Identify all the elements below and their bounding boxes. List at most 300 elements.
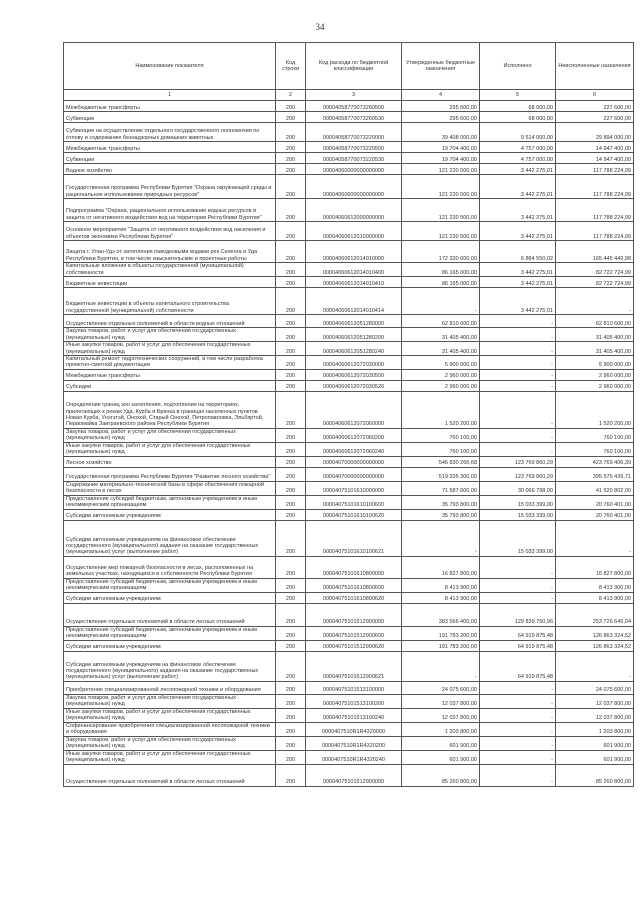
cell-budget-code: 00004075101610100600 <box>306 495 402 509</box>
cell-line-code: 200 <box>276 391 306 428</box>
cell-indicator-name: Субсидии автономным учреждениям <box>64 509 276 520</box>
cell-line-code: 200 <box>276 681 306 694</box>
cell-executed: - <box>480 556 556 578</box>
cell-executed: - <box>480 391 556 428</box>
cell-indicator-name: Субсидии <box>64 380 276 391</box>
cell-executed: - <box>480 736 556 750</box>
cell-line-code: 200 <box>276 101 306 112</box>
cell-approved: 760 100,00 <box>402 442 480 456</box>
header-executed: Исполнено <box>480 43 556 90</box>
cell-indicator-name: Закупка товаров, работ и услуг для обеспечения государственных (муниципальных) нужд <box>64 694 276 708</box>
table-row <box>64 428 634 442</box>
cell-indicator-name: Субсидии автономным учреждениям <box>64 640 276 651</box>
cell-approved: 519 335 300,00 <box>402 467 480 481</box>
cell-executed: - <box>480 428 556 442</box>
budget-execution-table <box>63 42 634 787</box>
cell-executed: - <box>480 342 556 356</box>
cell-executed: - <box>480 681 556 694</box>
cell-approved: 383 566 400,00 <box>402 603 480 626</box>
cell-line-code: 200 <box>276 640 306 651</box>
cell-line-code: 200 <box>276 142 306 153</box>
cell-approved: - <box>402 520 480 556</box>
cell-indicator-name: Осуществление отдельных полномочий в области водных отношений <box>64 315 276 328</box>
table-row <box>64 142 634 153</box>
cell-indicator-name: Закупка товаров, работ и услуг для обеспечения государственных (муниципальных) нужд <box>64 428 276 442</box>
cell-budget-code: 00004060612072060000 <box>306 391 402 428</box>
cell-line-code: 200 <box>276 263 306 277</box>
cell-line-code: 200 <box>276 277 306 288</box>
table-row <box>64 764 634 786</box>
cell-indicator-name: Осуществление отдельных полномочий в области лесных отношений <box>64 764 276 786</box>
cell-unexecuted: 126 863 324,52 <box>556 626 634 640</box>
table-row <box>64 342 634 356</box>
cell-unexecuted: 24 075 600,00 <box>556 681 634 694</box>
cell-approved: 1 520 200,00 <box>402 391 480 428</box>
cell-executed: 30 066 798,00 <box>480 481 556 495</box>
cell-budget-code: 00004070000000000000 <box>306 456 402 467</box>
column-number: 6 <box>556 90 634 101</box>
cell-budget-code: 00004075101512900600 <box>306 626 402 640</box>
cell-budget-code: 00004060612014010414 <box>306 288 402 315</box>
cell-executed: - <box>480 328 556 342</box>
cell-line-code: 200 <box>276 241 306 263</box>
cell-line-code: 200 <box>276 520 306 556</box>
table-row <box>64 369 634 380</box>
cell-approved: 31 405 400,00 <box>402 342 480 356</box>
table-row <box>64 495 634 509</box>
cell-executed: 3 442 275,01 <box>480 277 556 288</box>
cell-line-code: 200 <box>276 626 306 640</box>
cell-indicator-name: Межбюджетные трансферты <box>64 142 276 153</box>
cell-line-code: 200 <box>276 592 306 603</box>
cell-approved: 86 165 000,00 <box>402 277 480 288</box>
cell-unexecuted: 41 520 802,00 <box>556 481 634 495</box>
cell-budget-code: 00004060612051280200 <box>306 328 402 342</box>
cell-unexecuted: 82 722 724,99 <box>556 263 634 277</box>
table-row <box>64 328 634 342</box>
cell-unexecuted: 227 600,00 <box>556 112 634 123</box>
table-row <box>64 651 634 681</box>
cell-indicator-name: Закупка товаров, работ и услуг для обеспечения государственных (муниципальных) нужд <box>64 328 276 342</box>
cell-unexecuted: 82 722 724,99 <box>556 277 634 288</box>
cell-executed: - <box>480 442 556 456</box>
cell-indicator-name: Межбюджетные трансферты <box>64 369 276 380</box>
cell-budget-code: 00004060612014010000 <box>306 241 402 263</box>
cell-approved: 8 413 900,00 <box>402 592 480 603</box>
cell-unexecuted: 16 827 800,00 <box>556 556 634 578</box>
cell-unexecuted: 5 900 000,00 <box>556 356 634 370</box>
cell-unexecuted: 1 203 800,00 <box>556 722 634 736</box>
table-row <box>64 241 634 263</box>
cell-approved: 546 830 266,68 <box>402 456 480 467</box>
table-row <box>64 592 634 603</box>
cell-approved: 12 037 800,00 <box>402 708 480 722</box>
cell-line-code: 200 <box>276 694 306 708</box>
cell-budget-code: 00004060000000000000 <box>306 164 402 175</box>
cell-unexecuted: 601 900,00 <box>556 736 634 750</box>
cell-executed: 6 884 550,02 <box>480 241 556 263</box>
cell-budget-code: 00004058770073220000 <box>306 123 402 142</box>
table-row <box>64 467 634 481</box>
cell-line-code: 200 <box>276 467 306 481</box>
cell-indicator-name: Основное мероприятие "Защита от негативного воздействия вод населения и объектов экономики Республики Бурятия" <box>64 222 276 241</box>
table-row <box>64 164 634 175</box>
cell-budget-code: 00004075101513100240 <box>306 708 402 722</box>
cell-approved: 172 330 600,00 <box>402 241 480 263</box>
cell-line-code: 200 <box>276 315 306 328</box>
column-number: 1 <box>64 90 276 101</box>
table-row <box>64 101 634 112</box>
cell-budget-code: 00004060612051280000 <box>306 315 402 328</box>
cell-indicator-name: Софинансирование приобретения специализированной лесопожарной техники и оборудования <box>64 722 276 736</box>
cell-approved: 16 827 800,00 <box>402 556 480 578</box>
cell-executed: - <box>480 356 556 370</box>
cell-executed: - <box>480 369 556 380</box>
cell-executed: 15 033 399,00 <box>480 495 556 509</box>
cell-budget-code: 00004060612010000000 <box>306 222 402 241</box>
cell-unexecuted: 253 726 649,04 <box>556 603 634 626</box>
cell-unexecuted: 31 405 400,00 <box>556 342 634 356</box>
cell-executed: 68 000,00 <box>480 101 556 112</box>
cell-executed: - <box>480 315 556 328</box>
cell-line-code: 200 <box>276 369 306 380</box>
cell-indicator-name: Лесное хозяйство <box>64 456 276 467</box>
cell-indicator-name: Иные закупки товаров, работ и услуг для обеспечения государственных (муниципальных) нужд <box>64 708 276 722</box>
cell-approved: 35 793 800,00 <box>402 495 480 509</box>
cell-executed: 64 919 875,48 <box>480 626 556 640</box>
cell-budget-code: 00004075101610800000 <box>306 556 402 578</box>
cell-indicator-name: Субвенции на осуществление отдельного государственного полномочия по отлову и содержанию безнадзорных домашних животных <box>64 123 276 142</box>
cell-line-code: 200 <box>276 380 306 391</box>
cell-executed: 9 514 000,00 <box>480 123 556 142</box>
column-number-row <box>64 90 634 101</box>
cell-budget-code: 00004075101513100000 <box>306 681 402 694</box>
column-number: 3 <box>306 90 402 101</box>
cell-budget-code: 00004075101610000000 <box>306 481 402 495</box>
cell-line-code: 200 <box>276 578 306 592</box>
cell-approved: 71 587 600,00 <box>402 481 480 495</box>
cell-indicator-name: Осуществление мер пожарной безопасности в лесах, расположенных на земельных участках, находящихся в собственности Республики Бурятия <box>64 556 276 578</box>
cell-indicator-name: Государственная программа Республики Бурятия "Охрана окружающей среды и рациональное использование природных ресурсов" <box>64 175 276 199</box>
table-row <box>64 736 634 750</box>
cell-indicator-name: Капитальные вложения в объекты государственной (муниципальной) собственности <box>64 263 276 277</box>
table-row <box>64 481 634 495</box>
cell-approved: 19 704 400,00 <box>402 153 480 164</box>
cell-approved: 2 960 000,00 <box>402 369 480 380</box>
header-unexecuted: Неисполненные назначения <box>556 43 634 90</box>
cell-unexecuted: 1 520 200,00 <box>556 391 634 428</box>
cell-indicator-name: Межбюджетные трансферты <box>64 101 276 112</box>
cell-approved: 191 783 200,00 <box>402 626 480 640</box>
table-row <box>64 380 634 391</box>
cell-approved: 601 900,00 <box>402 750 480 764</box>
cell-indicator-name: Иные закупки товаров, работ и услуг для обеспечения государственных (муниципальных) нужд <box>64 442 276 456</box>
table-row <box>64 578 634 592</box>
cell-approved: 19 704 400,00 <box>402 142 480 153</box>
column-number: 2 <box>276 90 306 101</box>
cell-line-code: 200 <box>276 456 306 467</box>
table-row <box>64 750 634 764</box>
cell-unexecuted: 62 810 600,00 <box>556 315 634 328</box>
table-row <box>64 640 634 651</box>
cell-approved: 12 037 800,00 <box>402 694 480 708</box>
cell-executed: 15 033 399,00 <box>480 509 556 520</box>
cell-unexecuted: 85 260 800,00 <box>556 764 634 786</box>
cell-line-code: 200 <box>276 112 306 123</box>
cell-executed: 4 757 000,00 <box>480 153 556 164</box>
header-budget-classification: Код расхода по бюджетной классификации <box>306 43 402 90</box>
cell-unexecuted: 14 947 400,00 <box>556 153 634 164</box>
header-indicator-name: Наименование показателя <box>64 43 276 90</box>
cell-unexecuted: 395 575 439,71 <box>556 467 634 481</box>
cell-budget-code: 00004075101610800600 <box>306 578 402 592</box>
cell-budget-code: 00004060612051280240 <box>306 342 402 356</box>
table-row <box>64 509 634 520</box>
cell-budget-code: 00004058770073260530 <box>306 112 402 123</box>
cell-indicator-name: Предоставление субсидий бюджетным, автономным учреждениям и иным некоммерческим организациям <box>64 626 276 640</box>
cell-approved: 121 230 500,00 <box>402 222 480 241</box>
cell-approved: 5 900 000,00 <box>402 356 480 370</box>
cell-unexecuted: 601 900,00 <box>556 750 634 764</box>
table-row <box>64 222 634 241</box>
cell-unexecuted: 8 413 900,00 <box>556 592 634 603</box>
cell-budget-code: 00004075101610100620 <box>306 509 402 520</box>
table-row <box>64 708 634 722</box>
cell-budget-code: 00004060612072030000 <box>306 356 402 370</box>
cell-budget-code: 00004075101512900000 <box>306 603 402 626</box>
cell-unexecuted: 31 405 400,00 <box>556 328 634 342</box>
cell-executed: - <box>480 578 556 592</box>
cell-unexecuted: 126 863 324,52 <box>556 640 634 651</box>
cell-unexecuted: 117 788 224,99 <box>556 164 634 175</box>
cell-approved: 24 075 600,00 <box>402 681 480 694</box>
cell-line-code: 200 <box>276 481 306 495</box>
cell-unexecuted: 2 960 000,00 <box>556 380 634 391</box>
cell-line-code: 200 <box>276 123 306 142</box>
cell-unexecuted: 165 445 449,98 <box>556 241 634 263</box>
cell-approved: 295 600,00 <box>402 101 480 112</box>
cell-budget-code: 00004075101610100621 <box>306 520 402 556</box>
cell-unexecuted: 2 960 000,00 <box>556 369 634 380</box>
cell-executed: 3 442 275,01 <box>480 175 556 199</box>
cell-line-code: 200 <box>276 603 306 626</box>
cell-indicator-name: Определение границ зон затопления, подтопления на территориях, прилегающих к рекам Уда, Курба и Брянка в границах населенных пунктов Новая Курба, Унэгэтэй, Онохой, Старый Онохой, Петропавловка, Эльбяртой, Первомайка Заиграевского района Республики Бурятия <box>64 391 276 428</box>
table-row <box>64 199 634 222</box>
cell-budget-code: 00004075101512900000 <box>306 764 402 786</box>
cell-approved: - <box>402 288 480 315</box>
cell-indicator-name: Иные закупки товаров, работ и услуг для обеспечения государственных (муниципальных) нужд <box>64 342 276 356</box>
cell-executed: - <box>480 708 556 722</box>
cell-approved: 295 600,00 <box>402 112 480 123</box>
cell-executed: 129 839 750,96 <box>480 603 556 626</box>
cell-executed: 3 442 275,01 <box>480 199 556 222</box>
cell-indicator-name: Субвенции <box>64 112 276 123</box>
cell-budget-code: 00004060612014010410 <box>306 277 402 288</box>
cell-executed: 15 033 399,00 <box>480 520 556 556</box>
cell-executed: 123 769 860,29 <box>480 456 556 467</box>
cell-executed: 64 919 875,48 <box>480 651 556 681</box>
cell-unexecuted: 117 788 224,99 <box>556 222 634 241</box>
cell-line-code: 200 <box>276 495 306 509</box>
cell-line-code: 200 <box>276 199 306 222</box>
table-row <box>64 356 634 370</box>
cell-budget-code: 0000407510R1R4320000 <box>306 722 402 736</box>
cell-line-code: 200 <box>276 736 306 750</box>
cell-executed: 68 000,00 <box>480 112 556 123</box>
cell-line-code: 200 <box>276 222 306 241</box>
cell-approved: 121 230 500,00 <box>402 164 480 175</box>
cell-executed: - <box>480 380 556 391</box>
table-row <box>64 626 634 640</box>
cell-budget-code: 00004060612072060240 <box>306 442 402 456</box>
cell-approved: 39 408 000,00 <box>402 123 480 142</box>
cell-executed: 3 442 275,01 <box>480 263 556 277</box>
cell-approved: 62 810 600,00 <box>402 315 480 328</box>
cell-budget-code: 0000407510R1R4320240 <box>306 750 402 764</box>
cell-indicator-name: Бюджетные инвестиции <box>64 277 276 288</box>
cell-indicator-name: Предоставление субсидий бюджетным, автономным учреждениям и иным некоммерческим организациям <box>64 495 276 509</box>
cell-indicator-name: Подпрограмма "Охрана, рациональное использование водных ресурсов и защита от негативного воздействия вод на территории Республики Бурятия" <box>64 199 276 222</box>
cell-indicator-name: Водное хозяйство <box>64 164 276 175</box>
cell-executed: 3 442 275,01 <box>480 288 556 315</box>
cell-executed: 123 769 860,29 <box>480 467 556 481</box>
cell-executed: 4 757 000,00 <box>480 142 556 153</box>
table-body <box>64 101 634 787</box>
cell-executed: - <box>480 592 556 603</box>
cell-approved: 85 260 800,00 <box>402 764 480 786</box>
cell-approved: 121 230 500,00 <box>402 175 480 199</box>
cell-budget-code: 00004075101610800620 <box>306 592 402 603</box>
cell-line-code: 200 <box>276 764 306 786</box>
cell-indicator-name: Субсидии автономным учреждениям на финансовое обеспечение государственного (муниципального) задания на оказание государственных (муниципальных) услуг (выполнение работ) <box>64 651 276 681</box>
cell-budget-code: 00004058770073220530 <box>306 153 402 164</box>
cell-indicator-name: Бюджетные инвестиции в объекты капитального строительства государственной (муниципальной) собственности <box>64 288 276 315</box>
cell-line-code: 200 <box>276 153 306 164</box>
cell-unexecuted: - <box>556 288 634 315</box>
cell-executed: - <box>480 750 556 764</box>
cell-indicator-name: Субвенции <box>64 153 276 164</box>
cell-budget-code: 0000407510R1R4320200 <box>306 736 402 750</box>
cell-indicator-name: Защита г. Улан-Удэ от затопления паводковыми водами рек Селенга и Уда Республики Бурятия, в том числе изыскательские и проектные работы <box>64 241 276 263</box>
cell-line-code: 200 <box>276 509 306 520</box>
table-row <box>64 175 634 199</box>
cell-line-code: 200 <box>276 556 306 578</box>
cell-unexecuted: 14 947 400,00 <box>556 142 634 153</box>
table-row <box>64 520 634 556</box>
cell-indicator-name: Осуществление отдельных полномочий в области лесных отношений <box>64 603 276 626</box>
cell-line-code: 200 <box>276 342 306 356</box>
cell-unexecuted: 117 788 224,99 <box>556 199 634 222</box>
cell-budget-code: 00004060612000000000 <box>306 199 402 222</box>
cell-line-code: 200 <box>276 288 306 315</box>
cell-approved: 121 230 500,00 <box>402 199 480 222</box>
cell-line-code: 200 <box>276 442 306 456</box>
cell-indicator-name: Содержание материально-технической базы в сфере обеспечения пожарной безопасности в лесах <box>64 481 276 495</box>
cell-approved: 191 783 200,00 <box>402 640 480 651</box>
table-row <box>64 288 634 315</box>
cell-indicator-name: Предоставление субсидий бюджетным, автономным учреждениям и иным некоммерческим организациям <box>64 578 276 592</box>
cell-unexecuted: 227 600,00 <box>556 101 634 112</box>
cell-approved: 2 960 000,00 <box>402 380 480 391</box>
cell-unexecuted: 117 788 224,99 <box>556 175 634 199</box>
cell-line-code: 200 <box>276 428 306 442</box>
cell-unexecuted: 423 769 406,39 <box>556 456 634 467</box>
cell-approved: 31 405 400,00 <box>402 328 480 342</box>
cell-budget-code: 00004075101512900621 <box>306 651 402 681</box>
table-row <box>64 722 634 736</box>
cell-executed: - <box>480 764 556 786</box>
cell-approved: 8 413 900,00 <box>402 578 480 592</box>
cell-unexecuted: 12 037 800,00 <box>556 708 634 722</box>
cell-unexecuted: - <box>556 651 634 681</box>
table-row <box>64 153 634 164</box>
cell-unexecuted: 760 100,00 <box>556 428 634 442</box>
table-row <box>64 442 634 456</box>
cell-budget-code: 00004060612072030520 <box>306 380 402 391</box>
cell-executed: 3 442 275,01 <box>480 222 556 241</box>
table-row <box>64 556 634 578</box>
cell-line-code: 200 <box>276 722 306 736</box>
cell-line-code: 200 <box>276 175 306 199</box>
table-row <box>64 681 634 694</box>
cell-line-code: 200 <box>276 708 306 722</box>
cell-budget-code: 00004060612014010400 <box>306 263 402 277</box>
cell-indicator-name: Капитальный ремонт гидротехнических сооружений, в том числе разработка проектно-сметной документации <box>64 356 276 370</box>
cell-executed: 64 919 875,48 <box>480 640 556 651</box>
cell-approved: 760 100,00 <box>402 428 480 442</box>
cell-executed: - <box>480 694 556 708</box>
table-row <box>64 391 634 428</box>
cell-unexecuted: 760 100,00 <box>556 442 634 456</box>
cell-indicator-name: Приобретение специализированной лесопожарной техники и оборудования <box>64 681 276 694</box>
table-header-row <box>64 43 634 90</box>
table-row <box>64 603 634 626</box>
cell-indicator-name: Государственная программа Республики Бурятия "Развитие лесного хозяйства" <box>64 467 276 481</box>
table-row <box>64 694 634 708</box>
cell-indicator-name: Субсидии автономным учреждениям на финансовое обеспечение государственного (муниципального) задания на оказание государственных (муниципальных) услуг (выполнение работ) <box>64 520 276 556</box>
table-row <box>64 112 634 123</box>
cell-budget-code: 00004060600000000000 <box>306 175 402 199</box>
table-row <box>64 263 634 277</box>
cell-unexecuted: 20 760 401,00 <box>556 495 634 509</box>
cell-budget-code: 00004058770073260500 <box>306 101 402 112</box>
cell-unexecuted: 29 894 000,00 <box>556 123 634 142</box>
header-approved: Утвержденные бюджетные назначения <box>402 43 480 90</box>
column-number: 5 <box>480 90 556 101</box>
cell-approved: 601 900,00 <box>402 736 480 750</box>
cell-indicator-name: Закупка товаров, работ и услуг для обеспечения государственных (муниципальных) нужд <box>64 736 276 750</box>
table-row <box>64 123 634 142</box>
cell-budget-code: 00004075101513100200 <box>306 694 402 708</box>
cell-line-code: 200 <box>276 356 306 370</box>
cell-line-code: 200 <box>276 651 306 681</box>
cell-unexecuted: - <box>556 520 634 556</box>
cell-line-code: 200 <box>276 750 306 764</box>
cell-budget-code: 00004075101512900620 <box>306 640 402 651</box>
cell-budget-code: 00004070000000000000 <box>306 467 402 481</box>
page-number: 34 <box>315 22 325 32</box>
cell-line-code: 200 <box>276 164 306 175</box>
cell-budget-code: 00004058770073220500 <box>306 142 402 153</box>
cell-approved: 35 793 800,00 <box>402 509 480 520</box>
table-row <box>64 315 634 328</box>
cell-executed: - <box>480 722 556 736</box>
cell-budget-code: 00004060612072060200 <box>306 428 402 442</box>
cell-executed: 3 442 275,01 <box>480 164 556 175</box>
table-row <box>64 456 634 467</box>
cell-unexecuted: 20 760 401,00 <box>556 509 634 520</box>
table-row <box>64 277 634 288</box>
